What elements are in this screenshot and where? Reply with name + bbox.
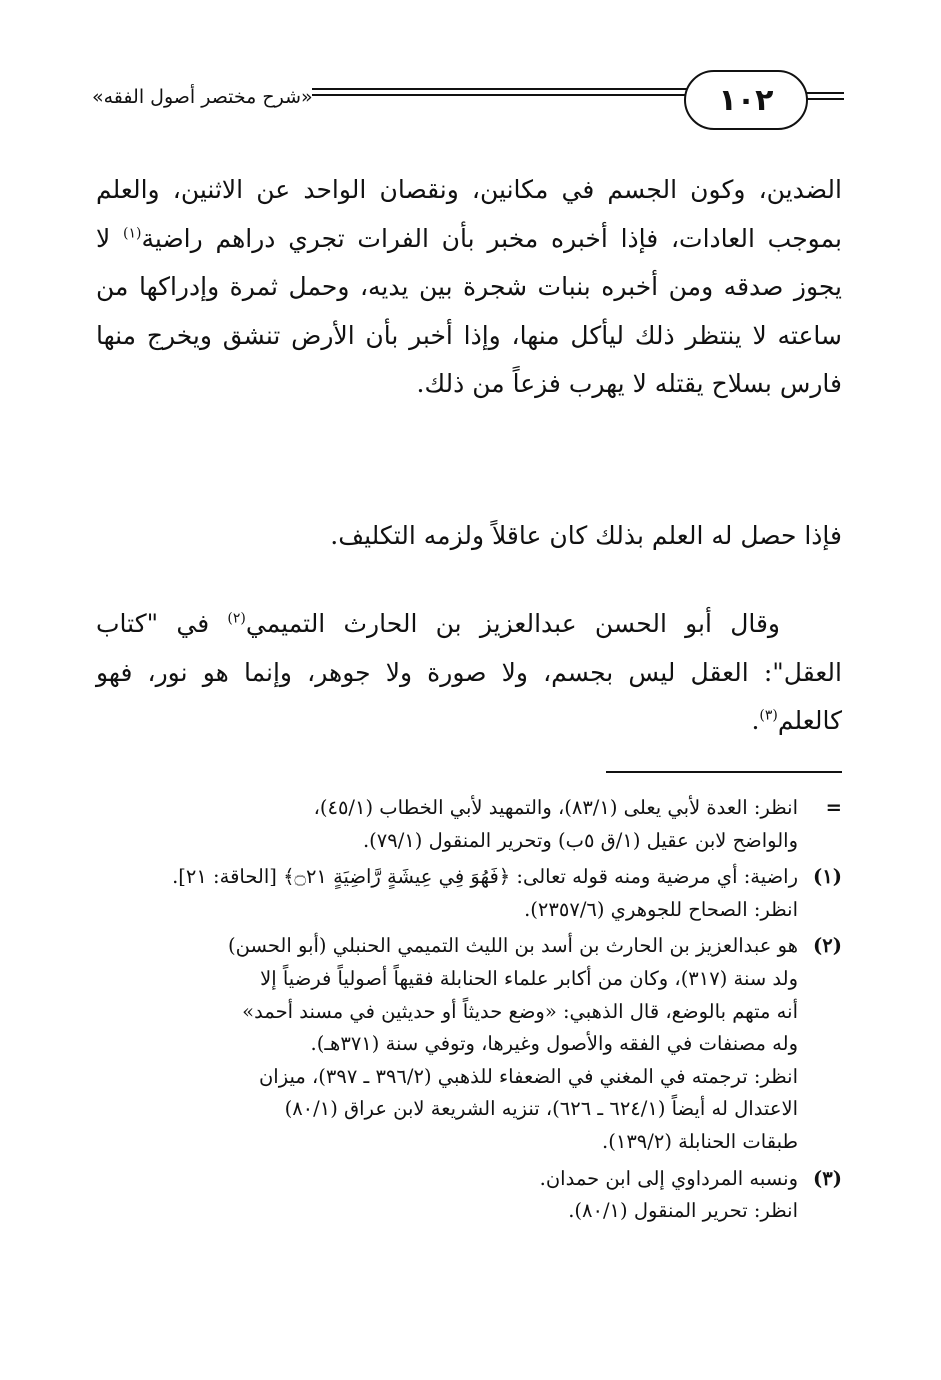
text-line: الضدين، وكون الجسم في مكانين، ونقصان الواحد عن الاثنين، (172, 175, 842, 204)
footnote-marker: (١) (813, 865, 842, 889)
text-line: في (176, 609, 228, 638)
text-line: . (751, 706, 760, 735)
footnote-line: ولد سنة (٣١٧)، وكان من أكابر علماء الحنابلة فقيهاً أصولياً فرضياً إلا (260, 966, 798, 990)
footnote-marker: (٣) (813, 1166, 842, 1190)
footnote-separator (606, 771, 842, 773)
footnote-line: أنه متهم بالوضع، قال الذهبي: «وضع حديثاً أو حديثين في مسند أحمد» (242, 999, 798, 1023)
text-line: وقال أبو الحسن عبدالعزيز بن الحارث التميمي (245, 609, 780, 638)
text-line: هو نور، فهو كالعلم (96, 657, 842, 735)
footnote-line: الاعتدال له أيضاً (٦٢٤/١ ـ ٦٢٦)، تنزيه الشريعة لابن عراق (٨٠/١) (284, 1097, 798, 1121)
text-line: والعلم بموجب العادات، فإذا أخبره مخبر بأن الفرات تجري (96, 175, 842, 253)
footnote-line: طبقات الحنابلة (١٣٩/٢). (602, 1129, 798, 1153)
page-number: ١٠٢ (684, 70, 808, 130)
header-rule (312, 88, 690, 98)
body-paragraph-1 (96, 166, 842, 409)
text-line: فإذا حصل له العلم بذلك كان عاقلاً ولزمه التكليف. (330, 521, 842, 550)
text-line: "كتاب العقل": العقل ليس بجسم، ولا صورة ولا جوهر، وإنما (96, 609, 842, 687)
text-line: دراهم راضية (141, 223, 276, 253)
footnote-2 (92, 930, 842, 1158)
footnote-marker: = (825, 796, 842, 819)
footnote-line: راضية: أي مرضية ومنه قوله تعالى: ﴿فَهُوَ فِي عِيشَةٍ رَّاضِيَةٍ ۝٢١﴾ [الحاقة: ٢١]. (172, 865, 798, 889)
footnote-marker: (٢) (813, 934, 842, 958)
running-title: «شرح مختصر أصول الفقه» (92, 86, 313, 108)
footnote-line: انظر: الصحاح للجوهري (٢٣٥٧/٦). (524, 897, 798, 921)
footnote-line: انظر: تحرير المنقول (٨٠/١). (568, 1199, 798, 1223)
body-paragraph-3 (96, 600, 842, 746)
body-paragraph-2 (96, 512, 856, 561)
footnote-line: وله مصنفات في الفقه والأصول وغيرها، وتوفي سنة (٣٧١هـ). (310, 1032, 798, 1056)
text-line: يهرب فزعاً من ذلك. (416, 369, 625, 398)
footnote-1 (92, 861, 842, 926)
footnote-ref-1[interactable]: (١) (123, 225, 142, 242)
footnote-line: انظر: ترجمته في المغني في الضعفاء للذهبي (٣٩٦/٢ ـ ٣٩٧)، ميزان (258, 1064, 798, 1088)
text-line: وإذا أخبر بأن الأرض تنشق ويخرج منها فارس بسلاح يقتله لا (96, 320, 842, 398)
footnotes (92, 792, 842, 1228)
footnote-line: والواضح لابن عقيل (١/ق ٥ب) وتحرير المنقول (٧٩/١). (362, 828, 798, 852)
footnote-line: هو عبدالعزيز بن الحارث بن أسد بن الليث التميمي الحنبلي (أبو الحسن) (228, 934, 798, 958)
footnote-ref-3[interactable]: (٣) (759, 707, 778, 724)
page-header (0, 58, 941, 130)
text-line: لا يجوز صدقه ومن أخبره بنبات شجرة بين (96, 223, 842, 301)
footnote-line: انظر: العدة لأبي يعلى (٨٣/١)، والتمهيد لأبي الخطاب (٤٥/١)، (313, 796, 798, 819)
footnote-ref-2[interactable]: (٢) (227, 610, 246, 627)
text-line: يديه، وحمل ثمرة وإدراكها من ساعته لا ينتظر ذلك ليأكل منها، (96, 272, 842, 350)
footnote-3 (92, 1163, 842, 1228)
footnote-continued (92, 792, 842, 857)
footnote-line: ونسبه المرداوي إلى ابن حمدان. (539, 1166, 798, 1190)
